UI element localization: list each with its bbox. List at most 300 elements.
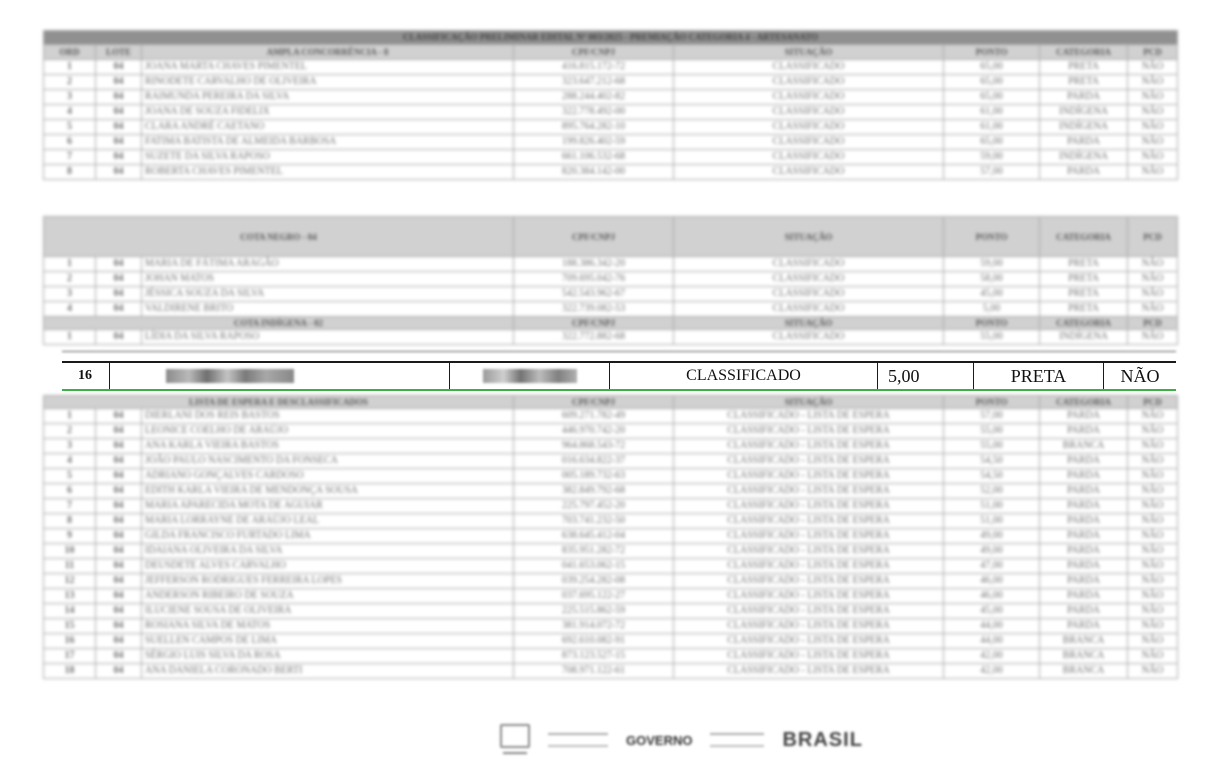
table-cell: 42,00 — [944, 649, 1040, 664]
ministerio-cultura-logo — [710, 733, 764, 747]
table-cell: INDÍGENA — [1040, 120, 1128, 135]
table-cell: BRANCA — [1040, 439, 1128, 454]
table-cell: 04 — [96, 409, 142, 424]
table-cell: 04 — [96, 105, 142, 120]
column-header: CPF/CNPJ — [514, 217, 674, 257]
table-cell: CLASSIFICADO - LISTA DE ESPERA — [674, 469, 944, 484]
table-cell: 46,00 — [944, 574, 1040, 589]
table-cell: 61,00 — [944, 120, 1040, 135]
table-cell: INDÍGENA — [1040, 150, 1128, 165]
table-row — [44, 439, 1178, 454]
table-cell: 16 — [44, 634, 96, 649]
table-cell: NÃO — [1128, 544, 1178, 559]
table-row — [44, 302, 1178, 317]
column-header: CATEGORIA — [1040, 45, 1128, 60]
highlight-ponto: 5,00 — [878, 363, 974, 389]
table-cell: 04 — [96, 75, 142, 90]
column-header: CPF/CNPJ — [514, 45, 674, 60]
table-cell: 04 — [96, 135, 142, 150]
table-cell: 52,00 — [944, 484, 1040, 499]
table-row — [44, 287, 1178, 302]
table-row — [44, 409, 1178, 424]
column-header: SITUAÇÃO — [674, 45, 944, 60]
table-cell: 04 — [96, 150, 142, 165]
table-cell: LEONICE COELHO DE ARAÚJO — [142, 424, 514, 439]
table-cell: CLASSIFICADO - LISTA DE ESPERA — [674, 529, 944, 544]
table-cell: 225.515.862-59 — [514, 604, 674, 619]
table-cell: SÉRGIO LUIS SILVA DA ROSA — [142, 649, 514, 664]
table-cell: NÃO — [1128, 272, 1178, 287]
table-cell: 4 — [44, 454, 96, 469]
table-cell: NÃO — [1128, 120, 1178, 135]
column-header: COTA INDÍGENA - 02 — [44, 317, 514, 330]
table-cell: EDITH KARLA VIEIRA DE MENDONÇA SOUSA — [142, 484, 514, 499]
table-cell: PARDA — [1040, 514, 1128, 529]
table-cell: 446.970.742-20 — [514, 424, 674, 439]
column-header: PCD — [1128, 317, 1178, 330]
table-cell: 04 — [96, 544, 142, 559]
table-cell: 1 — [44, 60, 96, 75]
ministerio-lines-icon — [548, 733, 608, 747]
table-cell: 47,00 — [944, 559, 1040, 574]
table-cell: NÃO — [1128, 604, 1178, 619]
column-header: CATEGORIA — [1040, 217, 1128, 257]
table-cell: 04 — [96, 649, 142, 664]
table-cell: 04 — [96, 120, 142, 135]
table-cell: 04 — [96, 302, 142, 317]
crest-caption-icon: ▬▬▬▬ — [503, 750, 527, 756]
table-cell: 55,00 — [944, 424, 1040, 439]
table-cell: CLASSIFICADO — [674, 75, 944, 90]
table-cell: 45,00 — [944, 604, 1040, 619]
table-row — [44, 75, 1178, 90]
table-cell: ANDERSON RIBEIRO DE SOUZA — [142, 589, 514, 604]
table-cell: 04 — [96, 634, 142, 649]
table-cell: CLASSIFICADO - LISTA DE ESPERA — [674, 454, 944, 469]
column-header: AMPLA CONCORRÊNCIA - 8 — [142, 45, 514, 60]
table-cell: NÃO — [1128, 302, 1178, 317]
table-cell: 51,00 — [944, 514, 1040, 529]
table-title: CLASSIFICAÇÃO PRELIMINAR EDITAL Nº 003/2025 - PREMIAÇÃO CATEGORIA 4 - ARTESANATO — [44, 31, 1178, 45]
table-row — [44, 454, 1178, 469]
table-cell: 04 — [96, 165, 142, 180]
table-cell: MARIA APARECIDA MOTA DE AGUIAR — [142, 499, 514, 514]
table-cell: NÃO — [1128, 649, 1178, 664]
table-cell: PRETA — [1040, 302, 1128, 317]
column-header: PONTO — [944, 45, 1040, 60]
governo-logo — [626, 733, 692, 748]
secretaria-logo — [500, 724, 530, 756]
table-cell: 44,00 — [944, 634, 1040, 649]
table-cell: 61,00 — [944, 105, 1040, 120]
table-cell: 04 — [96, 424, 142, 439]
table-cell: RINODETE CARVALHO DE OLIVEIRA — [142, 75, 514, 90]
table-cell: CLASSIFICADO — [674, 257, 944, 272]
highlighted-row — [62, 361, 1176, 391]
table-cell: 15 — [44, 619, 96, 634]
table-cell: 7 — [44, 499, 96, 514]
table-cell: CLASSIFICADO - LISTA DE ESPERA — [674, 544, 944, 559]
table-cell: 041.653.062-15 — [514, 559, 674, 574]
table-cell: 5 — [44, 469, 96, 484]
column-header: PCD — [1128, 396, 1178, 409]
table-cell: 708.971.122-61 — [514, 664, 674, 679]
table-cell: 04 — [96, 257, 142, 272]
table-cell: 1 — [44, 409, 96, 424]
column-header: CATEGORIA — [1040, 396, 1128, 409]
table-cell: 039.254.282-08 — [514, 574, 674, 589]
table-cell: 2 — [44, 424, 96, 439]
table-cell: 04 — [96, 574, 142, 589]
cota-negro-table — [43, 216, 1178, 345]
table-cell: CLASSIFICADO — [674, 272, 944, 287]
table-cell: MARIA DE FÁTIMA ARAGÃO — [142, 257, 514, 272]
table-cell: 54,50 — [944, 454, 1040, 469]
table-cell: CLASSIFICADO — [674, 90, 944, 105]
table-cell: CLASSIFICADO - LISTA DE ESPERA — [674, 484, 944, 499]
table-cell: 57,00 — [944, 409, 1040, 424]
table-cell: CLASSIFICADO - LISTA DE ESPERA — [674, 604, 944, 619]
table-cell: 542.543.962-67 — [514, 287, 674, 302]
column-header: SITUAÇÃO — [674, 396, 944, 409]
table-cell: 016.634.822-37 — [514, 454, 674, 469]
table-cell: RAIMUNDA PEREIRA DA SILVA — [142, 90, 514, 105]
table-cell: 10 — [44, 544, 96, 559]
table-cell: JOHAN MATOS — [142, 272, 514, 287]
table-cell: NÃO — [1128, 165, 1178, 180]
table-cell: 42,00 — [944, 664, 1040, 679]
table-cell: NÃO — [1128, 514, 1178, 529]
table-cell: PRETA — [1040, 287, 1128, 302]
table-cell: 5,00 — [944, 302, 1040, 317]
table-cell: 288.244.402-82 — [514, 90, 674, 105]
table-cell: 13 — [44, 589, 96, 604]
table-cell: 04 — [96, 60, 142, 75]
table-row — [44, 529, 1178, 544]
brasil-label: BRASIL — [782, 728, 863, 751]
table-cell: 7 — [44, 150, 96, 165]
table-row — [44, 257, 1178, 272]
table-cell: 59,00 — [944, 150, 1040, 165]
table-row — [44, 589, 1178, 604]
table-cell: NÃO — [1128, 90, 1178, 105]
table-cell: CLASSIFICADO — [674, 105, 944, 120]
footer-logos — [500, 722, 910, 758]
table-cell: NÃO — [1128, 409, 1178, 424]
table-cell: 55,00 — [944, 439, 1040, 454]
table-cell: PRETA — [1040, 75, 1128, 90]
table-cell: 04 — [96, 454, 142, 469]
table-cell: 820.384.142-00 — [514, 165, 674, 180]
column-header: CATEGORIA — [1040, 317, 1128, 330]
table-row — [44, 604, 1178, 619]
column-header: LOTE — [96, 45, 142, 60]
table-cell: 18 — [44, 664, 96, 679]
ampla-concorrencia-table — [43, 30, 1178, 180]
table-cell: NÃO — [1128, 439, 1178, 454]
table-cell: JÉSSICA SOUZA DA SILVA — [142, 287, 514, 302]
table-row — [44, 514, 1178, 529]
table-cell: 323.647.212-68 — [514, 75, 674, 90]
table-cell: NÃO — [1128, 424, 1178, 439]
table-cell: 46,00 — [944, 589, 1040, 604]
highlight-categoria: PRETA — [974, 363, 1104, 389]
table-cell: NÃO — [1128, 664, 1178, 679]
table-cell: 3 — [44, 90, 96, 105]
table-cell: 65,00 — [944, 90, 1040, 105]
redacted-name-block — [166, 369, 294, 383]
table-cell: BRANCA — [1040, 664, 1128, 679]
table-cell: 51,00 — [944, 499, 1040, 514]
table-cell: 1 — [44, 257, 96, 272]
table-row — [44, 649, 1178, 664]
table-cell: 037.695.122-27 — [514, 589, 674, 604]
table-cell: PARDA — [1040, 529, 1128, 544]
table-cell: CLASSIFICADO — [674, 120, 944, 135]
table-cell: 2 — [44, 75, 96, 90]
table-cell: NÃO — [1128, 287, 1178, 302]
highlight-situacao: CLASSIFICADO — [610, 363, 878, 389]
table-cell: 322.772.882-68 — [514, 330, 674, 345]
table-cell: 703.741.232-50 — [514, 514, 674, 529]
ministerio-logo — [548, 733, 608, 747]
highlight-cpf-redacted — [450, 363, 610, 389]
lista-espera-table — [43, 395, 1178, 679]
table-row — [44, 619, 1178, 634]
table-cell: 17 — [44, 649, 96, 664]
table-cell: ILUCIENE SOUSA DE OLIVEIRA — [142, 604, 514, 619]
table-cell: INDÍGENA — [1040, 330, 1128, 345]
table-cell: PARDA — [1040, 589, 1128, 604]
table-cell: PRETA — [1040, 257, 1128, 272]
table-cell: SUELLEN CAMPOS DE LIMA — [142, 634, 514, 649]
table-cell: 04 — [96, 330, 142, 345]
table-cell: 873.123.527-15 — [514, 649, 674, 664]
table-cell: FATIMA BATISTA DE ALMEIDA BARBOSA — [142, 135, 514, 150]
table-cell: NÃO — [1128, 634, 1178, 649]
table-cell: 2 — [44, 272, 96, 287]
table-cell: ANA KARLA VIEIRA BASTOS — [142, 439, 514, 454]
table-cell: NÃO — [1128, 105, 1178, 120]
table-cell: 692.610.082-91 — [514, 634, 674, 649]
table-cell: CLARA ANDRÉ CAETANO — [142, 120, 514, 135]
table-cell: 322.739.082-53 — [514, 302, 674, 317]
table-cell: 59,00 — [944, 257, 1040, 272]
table-cell: 04 — [96, 529, 142, 544]
table-cell: 609.271.782-49 — [514, 409, 674, 424]
table-cell: PARDA — [1040, 424, 1128, 439]
table-cell: INDÍGENA — [1040, 105, 1128, 120]
table-cell: 44,00 — [944, 619, 1040, 634]
table-cell: SUZETE DA SILVA RAPOSO — [142, 150, 514, 165]
table-cell: NÃO — [1128, 619, 1178, 634]
table-cell: NÃO — [1128, 75, 1178, 90]
table-cell: CLASSIFICADO — [674, 60, 944, 75]
table-cell: NÃO — [1128, 469, 1178, 484]
table-cell: 45,00 — [944, 287, 1040, 302]
column-header: CPF/CNPJ — [514, 317, 674, 330]
table-cell: NÃO — [1128, 574, 1178, 589]
table-cell: NÃO — [1128, 330, 1178, 345]
table-row — [44, 634, 1178, 649]
table-row — [44, 150, 1178, 165]
table-cell: CLASSIFICADO - LISTA DE ESPERA — [674, 424, 944, 439]
ministerio-cultura-lines-icon — [710, 733, 764, 747]
table-cell: BRANCA — [1040, 634, 1128, 649]
table-cell: 04 — [96, 604, 142, 619]
table-cell: CLASSIFICADO - LISTA DE ESPERA — [674, 574, 944, 589]
table-cell: ROSIANA SILVA DE MATOS — [142, 619, 514, 634]
table-cell: 005.189.732-63 — [514, 469, 674, 484]
table-cell: 382.849.792-68 — [514, 484, 674, 499]
table-cell: 709.695.042-76 — [514, 272, 674, 287]
table-cell: IDAIANA OLIVEIRA DA SILVA — [142, 544, 514, 559]
table-cell: 57,00 — [944, 165, 1040, 180]
table-cell: CLASSIFICADO — [674, 330, 944, 345]
redacted-cpf-block — [483, 369, 577, 383]
table-cell: NÃO — [1128, 150, 1178, 165]
column-header: LISTA DE ESPERA E DESCLASSIFICADOS — [44, 396, 514, 409]
highlight-ord: 16 — [62, 363, 110, 389]
table-cell: 9 — [44, 529, 96, 544]
table-row — [44, 499, 1178, 514]
table-cell: 964.868.543-72 — [514, 439, 674, 454]
table-row — [44, 165, 1178, 180]
column-header: ORD — [44, 45, 96, 60]
table-cell: LÍDIA DA SILVA RAPOSO — [142, 330, 514, 345]
table-cell: CLASSIFICADO - LISTA DE ESPERA — [674, 559, 944, 574]
table-cell: CLASSIFICADO — [674, 287, 944, 302]
column-header: SITUAÇÃO — [674, 317, 944, 330]
table-cell: CLASSIFICADO - LISTA DE ESPERA — [674, 409, 944, 424]
table-row — [44, 574, 1178, 589]
table-row — [44, 60, 1178, 75]
table-cell: 04 — [96, 499, 142, 514]
table-cell: PRETA — [1040, 60, 1128, 75]
table-cell: 3 — [44, 287, 96, 302]
table-cell: CLASSIFICADO - LISTA DE ESPERA — [674, 514, 944, 529]
table-row — [44, 544, 1178, 559]
table-cell: 6 — [44, 484, 96, 499]
table-cell: 835.951.282-72 — [514, 544, 674, 559]
table-cell: CLASSIFICADO - LISTA DE ESPERA — [674, 634, 944, 649]
table-cell: CLASSIFICADO - LISTA DE ESPERA — [674, 499, 944, 514]
table-cell: CLASSIFICADO — [674, 150, 944, 165]
table-cell: 322.778.492-00 — [514, 105, 674, 120]
table-cell: PARDA — [1040, 409, 1128, 424]
table-cell: CLASSIFICADO — [674, 302, 944, 317]
table-cell: NÃO — [1128, 559, 1178, 574]
table-cell: 381.914.072-72 — [514, 619, 674, 634]
table-cell: 661.106.532-68 — [514, 150, 674, 165]
table-cell: CLASSIFICADO - LISTA DE ESPERA — [674, 664, 944, 679]
table-cell: 4 — [44, 302, 96, 317]
table-cell: 8 — [44, 165, 96, 180]
table-cell: DIERLANI DOS REIS BASTOS — [142, 409, 514, 424]
table-cell: CLASSIFICADO - LISTA DE ESPERA — [674, 619, 944, 634]
table-cell: 11 — [44, 559, 96, 574]
column-header: PONTO — [944, 217, 1040, 257]
table-cell: 04 — [96, 559, 142, 574]
table-cell: NÃO — [1128, 135, 1178, 150]
table-cell: NÃO — [1128, 484, 1178, 499]
governo-federal-logo — [782, 729, 862, 752]
table-cell: DEUSDETE ALVES CARVALHO — [142, 559, 514, 574]
table-cell: 1 — [44, 330, 96, 345]
table-cell: CLASSIFICADO - LISTA DE ESPERA — [674, 649, 944, 664]
table-cell: NÃO — [1128, 454, 1178, 469]
table-cell: 58,00 — [944, 272, 1040, 287]
table-cell: JOÃO PAULO NASCIMENTO DA FONSECA — [142, 454, 514, 469]
table-row — [44, 484, 1178, 499]
column-header: PCD — [1128, 45, 1178, 60]
table-cell: NÃO — [1128, 589, 1178, 604]
highlight-name-redacted — [110, 363, 450, 389]
table-cell: 4 — [44, 105, 96, 120]
table-cell: ANA DANIELA CORONADO BERTI — [142, 664, 514, 679]
table-cell: 65,00 — [944, 135, 1040, 150]
table-cell: NÃO — [1128, 499, 1178, 514]
table-cell: PARDA — [1040, 559, 1128, 574]
table-row — [44, 120, 1178, 135]
table-cell: 04 — [96, 469, 142, 484]
table-row — [44, 330, 1178, 345]
table-cell: 5 — [44, 120, 96, 135]
table-cell: PARDA — [1040, 165, 1128, 180]
table-cell: 638.645.412-04 — [514, 529, 674, 544]
table-cell: PARDA — [1040, 544, 1128, 559]
column-header: COTA NEGRO - 04 — [44, 217, 514, 257]
table-cell: 54,50 — [944, 469, 1040, 484]
table-cell: 8 — [44, 514, 96, 529]
table-cell: PARDA — [1040, 604, 1128, 619]
table-cell: 3 — [44, 439, 96, 454]
table-cell: 04 — [96, 484, 142, 499]
table-row — [44, 135, 1178, 150]
table-cell: 04 — [96, 90, 142, 105]
table-cell: 04 — [96, 664, 142, 679]
table-cell: 49,00 — [944, 529, 1040, 544]
column-header: CPF/CNPJ — [514, 396, 674, 409]
table-cell: NÃO — [1128, 60, 1178, 75]
table-cell: 04 — [96, 439, 142, 454]
table-cell: PARDA — [1040, 454, 1128, 469]
table-cell: MARIA LORRAYNE DE ARAÚJO LEAL — [142, 514, 514, 529]
column-header: PCD — [1128, 217, 1178, 257]
table-cell: 65,00 — [944, 75, 1040, 90]
table-cell: JOANA DE SOUZA FIDELIX — [142, 105, 514, 120]
table-cell: 04 — [96, 619, 142, 634]
table-cell: VALDIRENE BRITO — [142, 302, 514, 317]
table-cell: 6 — [44, 135, 96, 150]
table-cell: 04 — [96, 589, 142, 604]
table-cell: PRETA — [1040, 272, 1128, 287]
governo-label: GOVERNO — [626, 732, 693, 748]
table-cell: PARDA — [1040, 574, 1128, 589]
highlight-pcd: NÃO — [1120, 365, 1160, 386]
table-cell: 416.815.172-72 — [514, 60, 674, 75]
table-cell: CLASSIFICADO - LISTA DE ESPERA — [674, 439, 944, 454]
column-header: SITUAÇÃO — [674, 217, 944, 257]
table-cell: ROBERTA CHAVES PIMENTEL — [142, 165, 514, 180]
table-cell: GILDA FRANCISCO FURTADO LIMA — [142, 529, 514, 544]
table-cell: 04 — [96, 272, 142, 287]
table-row — [44, 105, 1178, 120]
table-row — [44, 424, 1178, 439]
table-cell: ADRIANO GONÇALVES CARDOSO — [142, 469, 514, 484]
table-row — [44, 664, 1178, 679]
table-cell: PARDA — [1040, 499, 1128, 514]
